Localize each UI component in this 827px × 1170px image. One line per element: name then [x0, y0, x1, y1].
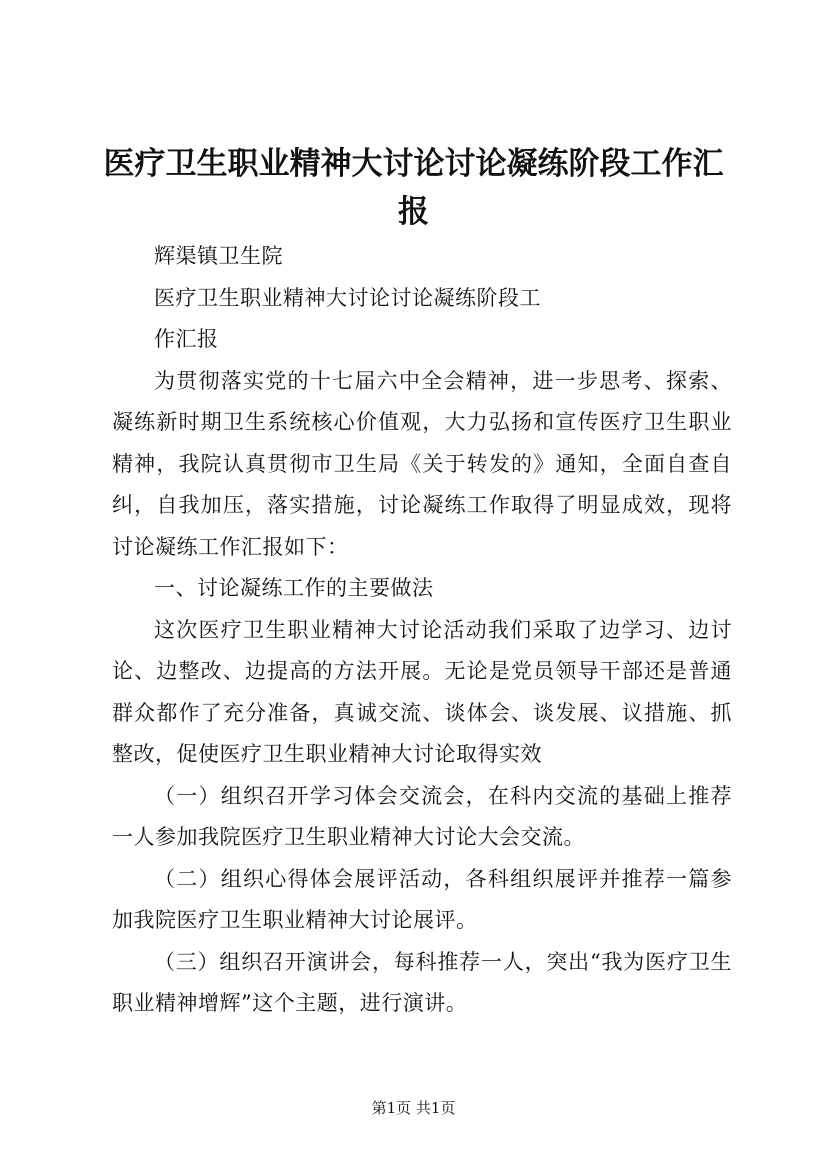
paragraph-intro: 为贯彻落实党的十七届六中全会精神，进一步思考、探索、凝练新时期卫生系统核心价值观，大力弘扬和宣传医疗卫生职业精神，我院认真贯彻市卫生局《关于转发的》通知，全面自查自纠，自我加压，落实措施，讨论凝练工作取得了明显成效，现将讨论凝练工作汇报如下： — [112, 368, 732, 559]
paragraph-item-1: （一）组织召开学习体会交流会，在科内交流的基础上推荐一人参加我院医疗卫生职业精神大讨论大会交流。 — [112, 783, 732, 849]
paragraph-item-2: （二）组织心得体会展评活动，各科组织展评并推荐一篇参加我院医疗卫生职业精神大讨论展评。 — [112, 866, 732, 932]
paragraph-method: 这次医疗卫生职业精神大讨论活动我们采取了边学习、边讨论、边整改、边提高的方法开展。无论是党员领导干部还是普通群众都作了充分准备，真诚交流、谈体会、谈发展、议措施、抓整改，促使医疗卫生职业精神大讨论取得实效 — [112, 617, 732, 766]
document-title: 医疗卫生职业精神大讨论讨论凝练阶段工作汇报 — [103, 146, 724, 230]
document-body — [112, 236, 732, 1025]
paragraph-subtitle-line1: 医疗卫生职业精神大讨论讨论凝练阶段工 — [154, 285, 541, 310]
paragraph-org-name: 辉渠镇卫生院 — [154, 244, 283, 268]
section-heading: 一、讨论凝练工作的主要做法 — [154, 576, 434, 600]
page-footer: 第1页 共1页 — [371, 1099, 456, 1117]
paragraph-subtitle-line2: 作汇报 — [154, 327, 219, 351]
paragraph-item-3: （三）组织召开演讲会，每科推荐一人，突出“我为医疗卫生职业精神增辉”这个主题，进行演讲。 — [112, 949, 732, 1015]
